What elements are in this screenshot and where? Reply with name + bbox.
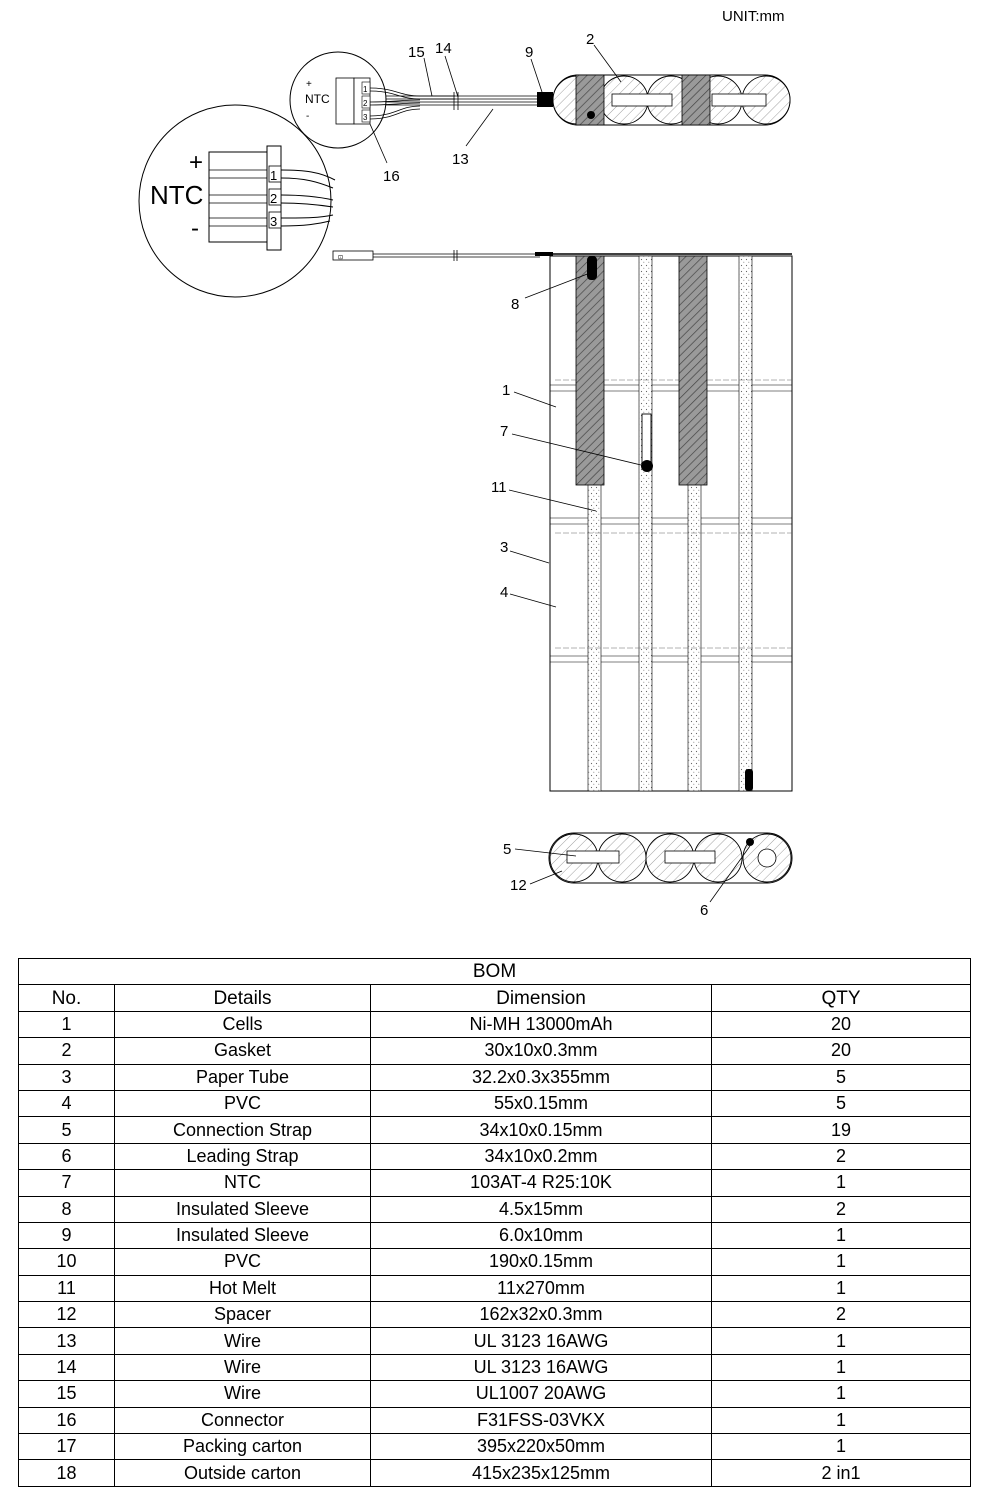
- cell-details: Packing carton: [115, 1434, 371, 1460]
- cell-qty: 1: [712, 1434, 971, 1460]
- cell-details: PVC: [115, 1249, 371, 1275]
- cell-qty: 20: [712, 1011, 971, 1037]
- small-connector-detail: [290, 52, 455, 148]
- cell-details: Cells: [115, 1011, 371, 1037]
- cell-details: Insulated Sleeve: [115, 1196, 371, 1222]
- cell-no: 4: [19, 1090, 115, 1116]
- cell-dimension: UL 3123 16AWG: [371, 1328, 712, 1354]
- table-row: [19, 1170, 971, 1196]
- cell-details: Insulated Sleeve: [115, 1222, 371, 1248]
- small-minus-label: -: [306, 111, 310, 122]
- table-row: [19, 1064, 971, 1090]
- top-cell-row: [553, 75, 790, 125]
- table-row: [19, 1407, 971, 1433]
- cell-qty: 1: [712, 1170, 971, 1196]
- cell-qty: 20: [712, 1038, 971, 1064]
- bom-table: [18, 958, 971, 1487]
- cell-details: Leading Strap: [115, 1143, 371, 1169]
- cell-qty: 2: [712, 1196, 971, 1222]
- cell-details: Outside carton: [115, 1460, 371, 1486]
- cell-no: 2: [19, 1038, 115, 1064]
- detail-minus-label: -: [191, 215, 199, 242]
- callout-6: 6: [700, 902, 709, 919]
- cell-dimension: 395x220x50mm: [371, 1434, 712, 1460]
- cell-dimension: 11x270mm: [371, 1275, 712, 1301]
- callout-5: 5: [503, 841, 512, 858]
- cell-no: 11: [19, 1275, 115, 1301]
- cell-qty: 1: [712, 1381, 971, 1407]
- small-pin-1: 1: [363, 85, 368, 94]
- callout-9: 9: [525, 44, 534, 61]
- detail-pin-1: 1: [270, 168, 278, 183]
- cell-qty: 1: [712, 1222, 971, 1248]
- callout-15: 15: [408, 44, 425, 61]
- cell-no: 3: [19, 1064, 115, 1090]
- table-row: [19, 1460, 971, 1486]
- cell-qty: 2: [712, 1143, 971, 1169]
- table-row: [19, 1354, 971, 1380]
- cell-details: NTC: [115, 1170, 371, 1196]
- cell-dimension: 30x10x0.3mm: [371, 1038, 712, 1064]
- table-row: [19, 1196, 971, 1222]
- callout-7: 7: [500, 423, 509, 440]
- header-qty: QTY: [712, 985, 971, 1011]
- table-row: [19, 1011, 971, 1037]
- cell-details: Spacer: [115, 1302, 371, 1328]
- cell-dimension: Ni-MH 13000mAh: [371, 1011, 712, 1037]
- callout-12: 12: [510, 877, 527, 894]
- cell-details: Gasket: [115, 1038, 371, 1064]
- cell-no: 1: [19, 1011, 115, 1037]
- cell-no: 12: [19, 1302, 115, 1328]
- callout-2: 2: [586, 31, 595, 48]
- table-row: [19, 1038, 971, 1064]
- cell-qty: 5: [712, 1064, 971, 1090]
- callout-1: 1: [502, 382, 511, 399]
- cell-no: 8: [19, 1196, 115, 1222]
- cell-no: 10: [19, 1249, 115, 1275]
- cell-dimension: UL 3123 16AWG: [371, 1354, 712, 1380]
- cell-no: 13: [19, 1328, 115, 1354]
- callout-14: 14: [435, 40, 452, 57]
- table-row: [19, 1143, 971, 1169]
- cell-qty: 1: [712, 1354, 971, 1380]
- cell-dimension: 162x32x0.3mm: [371, 1302, 712, 1328]
- cell-details: Wire: [115, 1381, 371, 1407]
- cell-no: 7: [19, 1170, 115, 1196]
- small-pin-3: 3: [363, 113, 368, 122]
- cell-dimension: 32.2x0.3x355mm: [371, 1064, 712, 1090]
- callout-16: 16: [383, 168, 400, 185]
- table-row: [19, 1381, 971, 1407]
- table-row: [19, 1222, 971, 1248]
- cell-qty: 1: [712, 1407, 971, 1433]
- cell-dimension: 34x10x0.2mm: [371, 1143, 712, 1169]
- table-row: [19, 1090, 971, 1116]
- table-row: [19, 1434, 971, 1460]
- cell-qty: 2: [712, 1302, 971, 1328]
- cell-dimension: 103AT-4 R25:10K: [371, 1170, 712, 1196]
- table-row: [19, 1117, 971, 1143]
- table-row: [19, 1249, 971, 1275]
- detail-pin-3: 3: [270, 214, 278, 229]
- cell-no: 17: [19, 1434, 115, 1460]
- cell-no: 18: [19, 1460, 115, 1486]
- cell-dimension: 55x0.15mm: [371, 1090, 712, 1116]
- table-row: [19, 1302, 971, 1328]
- table-row: [19, 1328, 971, 1354]
- callout-8: 8: [511, 296, 520, 313]
- cell-no: 16: [19, 1407, 115, 1433]
- cell-dimension: 415x235x125mm: [371, 1460, 712, 1486]
- cell-no: 15: [19, 1381, 115, 1407]
- table-row: [19, 1275, 971, 1301]
- detail-ntc-label: NTC: [150, 180, 204, 210]
- cell-details: Wire: [115, 1328, 371, 1354]
- cell-qty: 2 in1: [712, 1460, 971, 1486]
- small-pin-2: 2: [363, 99, 368, 108]
- cell-details: Hot Melt: [115, 1275, 371, 1301]
- cell-qty: 1: [712, 1249, 971, 1275]
- cell-dimension: 6.0x10mm: [371, 1222, 712, 1248]
- header-details: Details: [115, 985, 371, 1011]
- cell-details: Wire: [115, 1354, 371, 1380]
- cell-qty: 5: [712, 1090, 971, 1116]
- cell-dimension: UL1007 20AWG: [371, 1381, 712, 1407]
- cell-qty: 19: [712, 1117, 971, 1143]
- header-dimension: Dimension: [371, 985, 712, 1011]
- cell-qty: 1: [712, 1275, 971, 1301]
- bom-body: [19, 1011, 971, 1486]
- pack-body: [550, 256, 792, 791]
- svg-text:⊡: ⊡: [338, 255, 344, 261]
- callout-11: 11: [491, 479, 507, 496]
- cell-details: Connection Strap: [115, 1117, 371, 1143]
- unit-label: UNIT:mm: [722, 8, 785, 25]
- cell-details: PVC: [115, 1090, 371, 1116]
- insulated-sleeve-9: [537, 92, 553, 107]
- bom-title: BOM: [19, 959, 971, 985]
- callout-3: 3: [500, 539, 509, 556]
- small-plus-label: +: [306, 79, 312, 90]
- cell-dimension: 190x0.15mm: [371, 1249, 712, 1275]
- detail-pin-2: 2: [270, 191, 278, 206]
- header-no: No.: [19, 985, 115, 1011]
- cell-no: 5: [19, 1117, 115, 1143]
- cell-details: Paper Tube: [115, 1064, 371, 1090]
- callout-13: 13: [452, 151, 469, 168]
- bottom-cell-row: [549, 833, 792, 883]
- cell-no: 14: [19, 1354, 115, 1380]
- cell-no: 9: [19, 1222, 115, 1248]
- cell-dimension: 4.5x15mm: [371, 1196, 712, 1222]
- cell-dimension: 34x10x0.15mm: [371, 1117, 712, 1143]
- detail-plus-label: +: [189, 149, 204, 176]
- cell-no: 6: [19, 1143, 115, 1169]
- bom-header-row: [19, 985, 971, 1011]
- small-ntc-label: NTC: [305, 92, 330, 106]
- cell-details: Connector: [115, 1407, 371, 1433]
- cell-qty: 1: [712, 1328, 971, 1354]
- callout-4: 4: [500, 584, 509, 601]
- cell-dimension: F31FSS-03VKX: [371, 1407, 712, 1433]
